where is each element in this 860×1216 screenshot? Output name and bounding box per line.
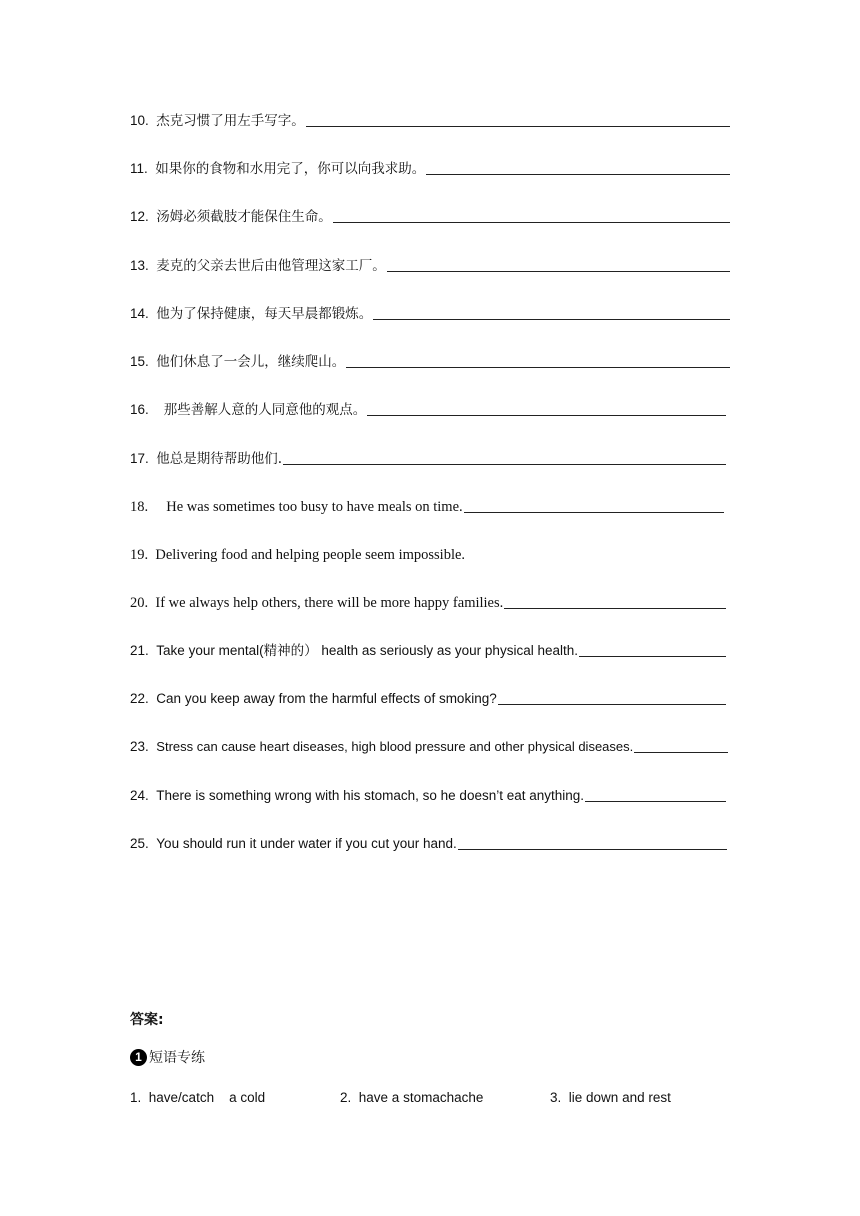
question-number: 11.	[130, 161, 148, 176]
answer-text: have/catch a cold	[148, 1090, 266, 1105]
answer-item-2	[340, 1090, 483, 1105]
question-text: 那些善解人意的人同意他的观点。	[163, 402, 367, 418]
question-number: 20.	[130, 595, 149, 611]
question-text: 如果你的食物和水用完了，你可以向我求助。	[155, 161, 426, 177]
question-25	[130, 831, 727, 853]
number-one-circle-icon: 1	[130, 1049, 147, 1066]
question-text: 杰克习惯了用左手写字。	[156, 113, 305, 129]
question-18	[130, 494, 724, 516]
answer-text: have a stomachache	[358, 1090, 484, 1105]
question-text: There is something wrong with his stomach, so he doesn’t eat anything.	[156, 788, 585, 803]
answer-blank[interactable]	[464, 512, 724, 513]
question-number: 16.	[130, 402, 149, 417]
question-text: 他们休息了一会儿，继续爬山。	[156, 354, 346, 370]
answer-text: lie down and rest	[568, 1090, 671, 1105]
question-number: 23.	[130, 739, 149, 754]
question-number: 12.	[130, 209, 149, 224]
answer-blank[interactable]	[498, 704, 726, 705]
answer-number: 2.	[340, 1090, 352, 1105]
answer-blank[interactable]	[283, 464, 726, 465]
answer-blank[interactable]	[346, 367, 730, 368]
answer-blank[interactable]	[306, 126, 730, 127]
answer-blank[interactable]	[504, 608, 726, 609]
answer-row	[130, 1090, 730, 1110]
question-number: 17.	[130, 451, 149, 466]
question-13	[130, 253, 730, 275]
answer-blank[interactable]	[579, 656, 726, 657]
question-text: If we always help others, there will be more happy families.	[155, 595, 504, 611]
question-number: 22.	[130, 691, 149, 706]
question-text: Can you keep away from the harmful effects of smoking?	[156, 691, 497, 706]
question-number: 18.	[130, 499, 149, 515]
question-12	[130, 204, 730, 226]
question-number: 10.	[130, 113, 149, 128]
question-text: 他总是期待帮助他们.	[156, 451, 283, 467]
question-text: Stress can cause heart diseases, high blood pressure and other physical diseases.	[156, 739, 634, 754]
question-number: 21.	[130, 643, 149, 658]
answers-heading: 答案:	[130, 1012, 164, 1028]
answer-blank[interactable]	[585, 801, 726, 802]
question-20	[130, 590, 726, 612]
question-11	[130, 156, 730, 178]
answer-number: 1.	[130, 1090, 142, 1105]
question-14	[130, 301, 730, 323]
section-title-text: 短语专练	[149, 1050, 205, 1066]
question-text: He was sometimes too busy to have meals on time.	[166, 499, 463, 515]
answer-number: 3.	[550, 1090, 562, 1105]
question-17	[130, 446, 726, 468]
question-24	[130, 783, 726, 805]
question-text: Take your mental(精神的） health as seriously as your physical health.	[156, 643, 578, 658]
answer-blank[interactable]	[634, 752, 728, 753]
question-number: 25.	[130, 836, 149, 851]
answer-blank[interactable]	[367, 415, 726, 416]
answer-blank[interactable]	[333, 222, 730, 223]
question-text: Delivering food and helping people seem impossible.	[155, 547, 466, 563]
question-text: 汤姆必须截肢才能保住生命。	[156, 209, 332, 225]
answer-item-3	[550, 1090, 671, 1105]
question-15	[130, 349, 730, 371]
question-number: 15.	[130, 354, 149, 369]
question-number: 24.	[130, 788, 149, 803]
question-text: 麦克的父亲去世后由他管理这家工厂。	[156, 258, 386, 274]
question-text: 他为了保持健康，每天早晨都锻炼。	[156, 306, 373, 322]
answer-blank[interactable]	[373, 319, 730, 320]
answer-item-1	[130, 1090, 265, 1105]
answer-blank[interactable]	[426, 174, 730, 175]
question-21	[130, 638, 726, 660]
question-10	[130, 108, 730, 130]
question-16	[130, 397, 726, 419]
question-number: 13.	[130, 258, 149, 273]
question-22	[130, 686, 726, 708]
question-text: You should run it under water if you cut your hand.	[156, 836, 457, 851]
answer-blank[interactable]	[387, 271, 730, 272]
answers-section-title	[130, 1047, 205, 1067]
question-number: 19.	[130, 547, 149, 563]
question-23	[130, 734, 728, 756]
question-number: 14.	[130, 306, 149, 321]
question-19	[130, 542, 730, 564]
answer-blank[interactable]	[458, 849, 727, 850]
